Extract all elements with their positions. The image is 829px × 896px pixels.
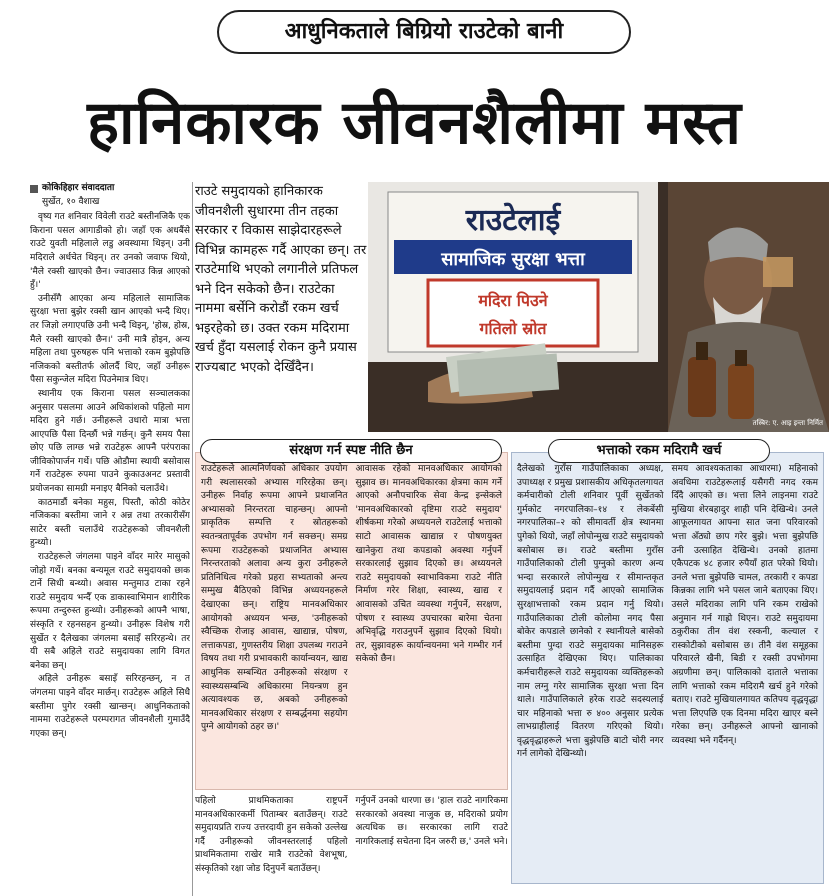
byline-dateline: सुर्खेत, १० वैशाख xyxy=(42,196,100,207)
left-column xyxy=(30,182,190,896)
sign-slogan-2: गतिलो स्रोत xyxy=(479,319,547,338)
column-rule xyxy=(192,182,193,896)
body-paragraph: काठमाडौं बनेका महुस, पिस्तौ, कोठी कोठेर नजिकका बस्तीमा जाने र अन्न तथा तरकारीसँग साटेर बस्ती चलाउँथे राउटेहरूको जीवनशैली हुन्थ्यो। xyxy=(30,497,190,549)
body-paragraph: राउटेहरूले जंगलमा पाइने वाँदर मारेर मासुको जोहो गर्थे। बनका बन्यमूल राउटे समुदायको छाक टार्ने सिधी बन्थ्यो। अवास मन्तुमाउ टाका रहने राउटे समुदाय भन्दैँ एक डाकास्वाभिमान शारीरिक रूपमा तन्दुरुस्त हुन्थ्यो। उनीहरूको आफ्नै भाषा, संस्कृति र रहनसहन हुन्थ्यो। उनीहरू विशेष गरी सुर्खेत र दैलेखका जंगलमा बसाइँ सरिरहन्थे। तर यी सबै अहिले राउटे समुदायका लागि विगत बनेका छन्। xyxy=(30,552,190,671)
reporter-icon xyxy=(30,185,38,193)
body-paragraph: अहिले उनीहरू बसाइँ सरिरहन्छन्, न त जंगलमा पाइने वाँदर मार्छन्। राउटेहरू अहिले सिधै बस्तीमा पुगेर रक्सी खान्छन्। आधुनिकताको नाममा राउटेहरूले परम्परागत जीवनशैली गुमाउँदै गएका छन्। xyxy=(30,674,190,739)
below-pink-col-1: पहिलो प्राथमिकताका राष्ट्रपर्ने मानवअधिकारकर्मी पिताम्बर बताउँछन्। राउटे समुदायप्रति राज्य उत्तरदायी हुन सकेको उल्लेख गर्दै उनीहरूको जीवनस्तरलाई पहिलो प्राथमिकतामा राखेर मात्रै राउटेको वेशभूषा, संस्कृतिको रक्षा जोड दिनुपर्ने बताउँछन्। xyxy=(195,796,348,874)
subhead-allowance: भत्ताको रकम मदिरामै खर्च xyxy=(548,439,770,463)
pink-box xyxy=(195,452,508,790)
blue-box-col-1: दैलेखको गुराँस गाउँपालिकाका अध्यक्ष, उपाध्यक्ष र प्रमुख प्रशासकीय अधिकृतलगायत कर्मचारीको टोली शनिवार पूर्वी सुर्खेतको गुर्मकोट नगरपालिका–१४ र लेकबेंसी नगरपालिका–२ को सीमावर्ती क्षेत्र स्थानमा पुगेको थियो, जहाँ लोपोन्मुख राउटे समुदायको बसोबास छ। राउटे बस्तीमा गुराँस गाउँपालिकाको टोली पुग्नुको कारण अन्य भन्दा सरकारले लोपोन्मुख र सीमान्तकृत समुदायलाई प्रदान गर्दै आएको सामाजिक सुरक्षाभत्ताको रकम प्रदान गर्नु थियो। गाउँपालिकाका टोली कोलोमा नगद पैसा बोकेर कपडाले छानेको र स्थानीयले बासेको बस्तीमा पुग्दा राउटे समुदायका मानिसहरू उत्साहित देखिएका थिए। पालिकाका कर्मचारीहरूले राउटे समुदायका व्यक्तिहरूको नाम लग्नु गरेर सामाजिक सुरक्षा भत्ता दिन थाले। गाउँपालिकाले हरेक राउटे सदस्यलाई चार महिनाको भत्ता रु ४०० अनुसार प्रत्येक लाभग्राहीलाई वितरण गरिएको थियो। वृद्धवृद्धाहरूले भत्ता बुझेपछि बाटो चोरी नगर गर्न लागेको देखिन्थ्यो। xyxy=(517,464,664,760)
pink-box-col-1: राउटेहरूले आत्मनिर्णयको अधिकार उपयोग गरी स्थलासरको अभ्यास गरिरहेका छन्। उनीहरू निर्वाह रूपमा आफ्ने प्रथाजनित अभ्यासको निरन्तरता चाहन्छन्। आफ्नो प्राकृतिक सम्पत्ति र स्रोतहरूको स्वतन्त्रतापूर्वक उपभोग गर्न सक्छन्। समग्र रूपमा राउटेहरूको प्रथाजनित अभ्यास निरन्तरताको अलावा अन्य कुरा उनीहरूले प्रतिनिधित्व गरेको प्रहरा सभ्यताको अन्त्य सम्मुख बैठिएको विभिन्न अध्ययनहरूले देखाएका छन्। राष्ट्रिय मानवअधिकार आयोगको अध्ययन भन्छ, 'उनीहरूको स्वैच्छिक रोजाइ आवास, खाद्यान्न, पोषण, लत्ताकपडा, गुणस्तरीय शिक्षा उपलब्ध गराउने विषय तथा गरी प्रभावकारी कार्यान्वयन, खाद्य आधुनिक सम्बन्धित उनीहरूको संरक्षण र स्वास्थ्यसम्बन्धि अधिकारमा नियन्त्रण हुन अत्यावश्यक छ, अबको उनीहरूको मानवअधिकार संरक्षण र सम्बर्द्धनमा सहयोग पुग्ने आयोगको ठहर छ।' xyxy=(201,464,348,733)
subhead-policy: संरक्षण गर्न स्पष्ट नीति छैन xyxy=(200,439,502,463)
feature-photo xyxy=(368,182,829,432)
sign-board xyxy=(388,192,638,352)
pink-box-col-2: आवासक रहेको मानवअधिकार आयोगको सुझाव छ। मानवअधिकारका क्षेत्रमा काम गर्ने आएको अनौपचारिक सेवा केन्द्र इन्सेकले 'मानवअधिकारको दृष्टिमा राउटे समुदाय' शीर्षकमा गरेको अध्ययनले राउटेलाई भत्ताको साटो आवासक खाद्यान्न र पोषणयुक्त खानेकुरा तथा कपडाको अवस्था गर्नुपर्ने सरकारलाई सुझाव दिएको छ। अध्ययनले राउटे समुदायको स्वाभाविकमा राउटे नीति निर्माण गरेर शिक्षा, स्वास्थ्य, खाद्य र आवासको उचित व्यवस्था गर्नुपर्ने, सरक्षण, पोषण र स्वास्थ्य उपचारका बारेमा चेतना अभिवृद्धि गराउनुपर्ने सुझाव दिएको थियो। तर, सुझावहरू कार्यान्वयनमा भने गम्भीर गर्न सकेको छैन। xyxy=(355,464,502,665)
byline-box xyxy=(30,182,190,209)
body-paragraph: वृष्य गत शनिवार विवेली राउटे बस्तीनजिकै एक किराना पसल आगाडीको हो। जहाँ एक अधबैंसे राउटे युवती महिलाले लडु अवस्थामा थिइन्। उनी मदिराले अर्धचेत थिइन्। तर उनको जवाफ थियो, 'मैले रक्सी खाएको छैन। ज्वाउसाउ किन्न आएको हुँ।' xyxy=(30,212,190,291)
sign-title: राउटेलाई xyxy=(465,203,561,238)
body-paragraph: उनीसँगै आएका अन्य महिलाले सामाजिक सुरक्षा भत्ता बुझेर रक्सी खान आएको भन्दै थिए। तर जिज्ञो लगाएपछि उनी भन्दै थिइन्, 'होस्र, होस्र, मैले रक्सी खाएको छैन।' उनी मात्रै होइन, अन्य महिला तथा पुरुषहरू पनि भत्ताको रकम बुझेपछि नजिकको बस्तीतर्फ ओलर्दै थिए, जहाँ उनीहरू पैसा सकुन्जेल मदिरा पिउनेमात्र थिए। xyxy=(30,293,190,386)
kicker-wrap xyxy=(0,0,829,56)
lead-paragraph: राउटे समुदायको हानिकारक जीवनशैली सुधारमा तीन तहका सरकार र विकास साझेदारहरूले विभिन्न कामहरू गर्दै आएका छन्। तर राउटेमाथि भएको लगानीले प्रतिफल भने दिन सकेको छैन। राउटेका नाममा बर्सेनि करोडौं रकम खर्च भइरहेको छ। उक्त रकम मदिरामा खर्च हुँदा यसलाई रोकन कुनै प्रयास राज्यबाट भएको देखिँदैन। xyxy=(195,184,367,375)
sign-slogan-1: मदिरा पिउने xyxy=(478,291,548,310)
blue-box-col-2: समय आवश्यकताका आधारमा) महिनाको अवधिमा राउटेहरूलाई यसैगरी नगद रकम दिँदै आएको छ। भत्ता लिने लाइनमा राउटे मुखिया शेरबहादुर शाही पनि देखिन्थे। उनले आफूलगायत आफ्ना सात जना परिवारको भत्ता अँठ्यो छाप गरेर बुझे। भत्ता बुझेपछि उनी उत्साहित देखिन्थे। उनको हातमा एकैपटक ४८ हजार रुपैयाँ हात परेको थियो। उनले भत्ता बुझेपछि चामल, तरकारी र कपडा किन्नका लागि भने पसल जाने बताएका थिए। उसले मदिराका लागि पनि रकम राखेको अनुमान गर्न गाह्रो थिएन। राउटे समुदायमा ठकुरीका तीन वंश रस्कनी, कल्याल र रास्कोटीको बसोबास छ। तीनै वंश समूहका परिवारले खैनी, बिडी र रक्सी उपभोगमा अग्रणीमा छन्। पालिकाको दाताले भत्ताका लागि भत्ताको रकम मदिरामै खर्च हुने गरेको बताए। राउटे मुखियालगायत कतिपय वृद्धवृद्धा भत्ता लिएपछि एक दिनमा मदिरा खाएर बस्ने गरेका छन्। उनीहरूले आफ्नो खानाको व्यवस्था भने गर्दैनन्। xyxy=(671,464,818,746)
blue-box xyxy=(511,452,824,884)
lead-text xyxy=(195,182,367,432)
kicker: आधुनिकताले बिग्रियो राउटेको बानी xyxy=(217,10,631,54)
below-pink-text xyxy=(195,795,508,896)
photo-caption: तस्बिर: ए. आइ इन्ता निर्मित xyxy=(752,419,823,427)
body-paragraph: स्थानीय एक किराना पसल सञ्चालकका अनुसार पसलमा आउने अधिकांशको पहिलो माग मदिरा हुने गर्छ। उनीहरूले उधारो मात्रा भत्ता आएपछि पैसा दिन्छौं भन्ने गर्छन्। कुनै समय पैसा छोए पछि लाग्छ भन्ने राउटेहरू आफ्नै परंपराका जीविकोपार्जन गर्थे। पछि ओडौमा स्थायी बसोवास गर्ने राउटेहरू रुपमा पाउने कुकाउअनट प्रस्तावी प्रयोजनका सामग्री मनाइए बैनिको चलाउँथे। xyxy=(30,388,190,495)
byline-author: कोकिहिहार संवाददाता xyxy=(42,183,115,193)
below-pink-col-2: गर्नुपर्ने उनको धारणा छ। 'हाल राउटे नागरिकमा सरकारको अवस्था नाजुक छ, मदिराको प्रयोग अत्यधिक छ। सरकारका लागि राउटे नागरिकलाई सचेतना दिन जरुरी छ,' उनले भने। xyxy=(355,796,508,847)
headline: हानिकारक जीवनशैलीमा मस्त xyxy=(87,88,742,158)
sign-subtitle: सामाजिक सुरक्षा भत्ता xyxy=(441,249,585,270)
photo-illustration xyxy=(368,182,829,432)
